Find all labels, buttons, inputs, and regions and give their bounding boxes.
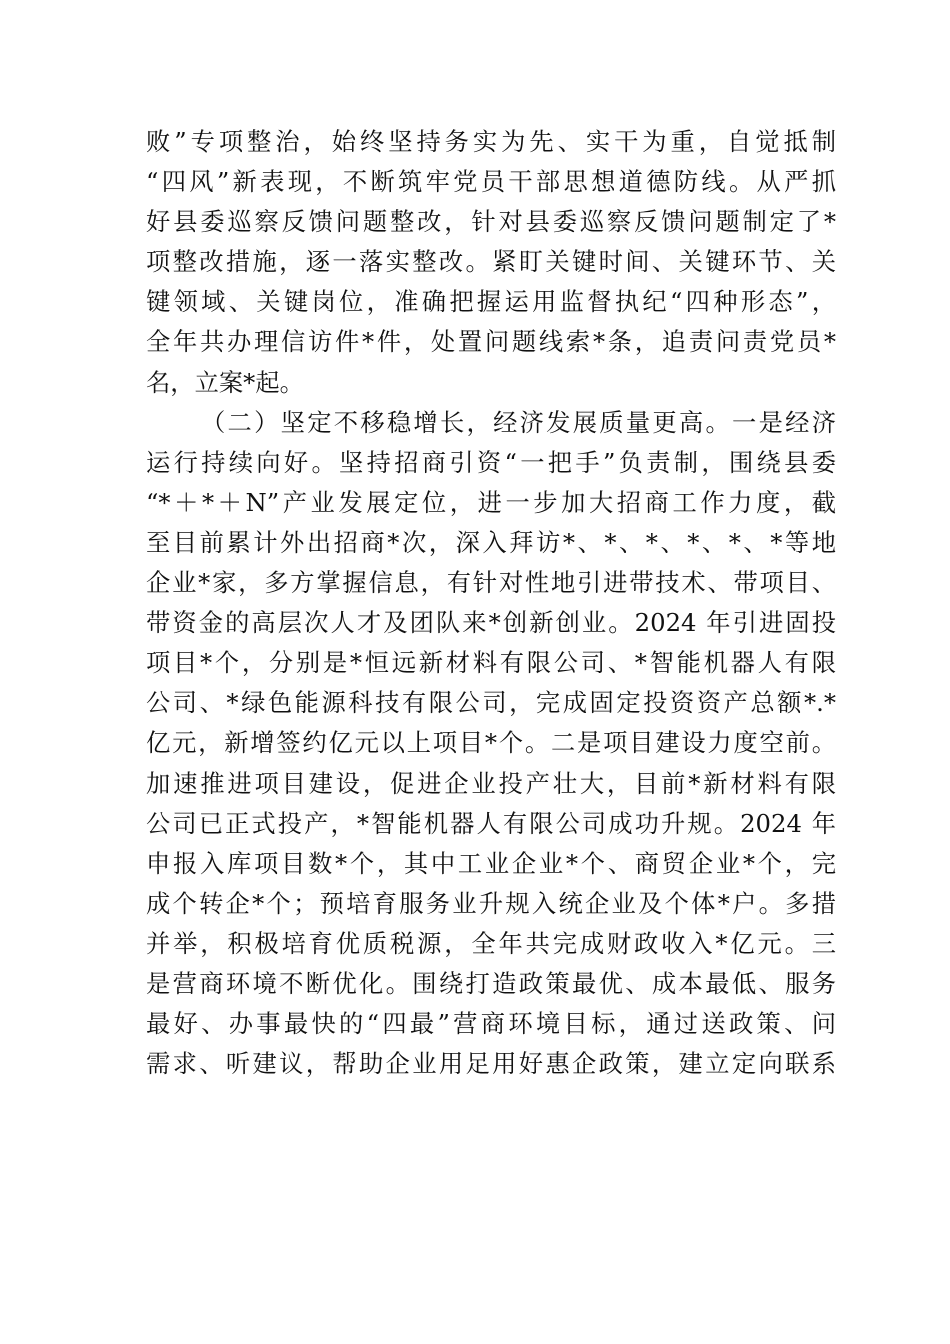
section-heading-line: （二）坚定不移稳增长，经济发展质量更高。一是经济 — [201, 407, 836, 437]
text-line: 项整改措施，逐一落实整改。紧盯关键时间、关键环节、关 — [146, 247, 836, 277]
text-line: 败”专项整治，始终坚持务实为先、实干为重，自觉抵制 — [146, 127, 836, 156]
text-line: 名，立案*起。 — [146, 367, 304, 397]
text-line: 运行持续向好。坚持招商引资“一把手”负责制，围绕县委 — [146, 447, 836, 477]
text-line: “*＋*＋N”产业发展定位，进一步加大招商工作力度，截 — [146, 487, 836, 517]
text-line: 亿元，新增签约亿元以上项目*个。二是项目建设力度空前。 — [146, 728, 836, 758]
text-line: 至目前累计外出招商*次，深入拜访*、*、*、*、*、*等地 — [146, 527, 836, 557]
body-text — [146, 122, 836, 1084]
text-line: 成个转企*个；预培育服务业升规入统企业及个体*户。多措 — [146, 888, 836, 918]
text-line: 并举，积极培育优质税源，全年共完成财政收入*亿元。三 — [146, 928, 836, 958]
text-line: 公司已正式投产，*智能机器人有限公司成功升规。2024 年 — [146, 808, 836, 838]
text-line: 需求、听建议，帮助企业用足用好惠企政策，建立定向联系 — [146, 1049, 836, 1079]
text-line: 最好、办事最快的“四最”营商环境目标，通过送政策、问 — [146, 1009, 836, 1039]
text-line: 全年共办理信访件*件，处置问题线索*条，追责问责党员* — [146, 327, 836, 357]
text-line: 是营商环境不断优化。围绕打造政策最优、成本最低、服务 — [146, 968, 836, 998]
text-line: 公司、*绿色能源科技有限公司，完成固定投资资产总额*.* — [146, 688, 836, 718]
text-line: 企业*家，多方掌握信息，有针对性地引进带技术、带项目、 — [146, 568, 836, 598]
text-line: “四风”新表现，不断筑牢党员干部思想道德防线。从严抓 — [146, 167, 836, 197]
text-line: 好县委巡察反馈问题整改，针对县委巡察反馈问题制定了* — [146, 207, 836, 237]
text-line: 带资金的高层次人才及团队来*创新创业。2024 年引进固投 — [146, 608, 836, 638]
text-line: 加速推进项目建设，促进企业投产壮大，目前*新材料有限 — [146, 768, 836, 798]
text-line: 项目*个，分别是*恒远新材料有限公司、*智能机器人有限 — [146, 648, 836, 678]
text-line: 申报入库项目数*个，其中工业企业*个、商贸企业*个，完 — [146, 848, 836, 878]
text-line: 键领域、关键岗位，准确把握运用监督执纪“四种形态”， — [146, 287, 836, 317]
